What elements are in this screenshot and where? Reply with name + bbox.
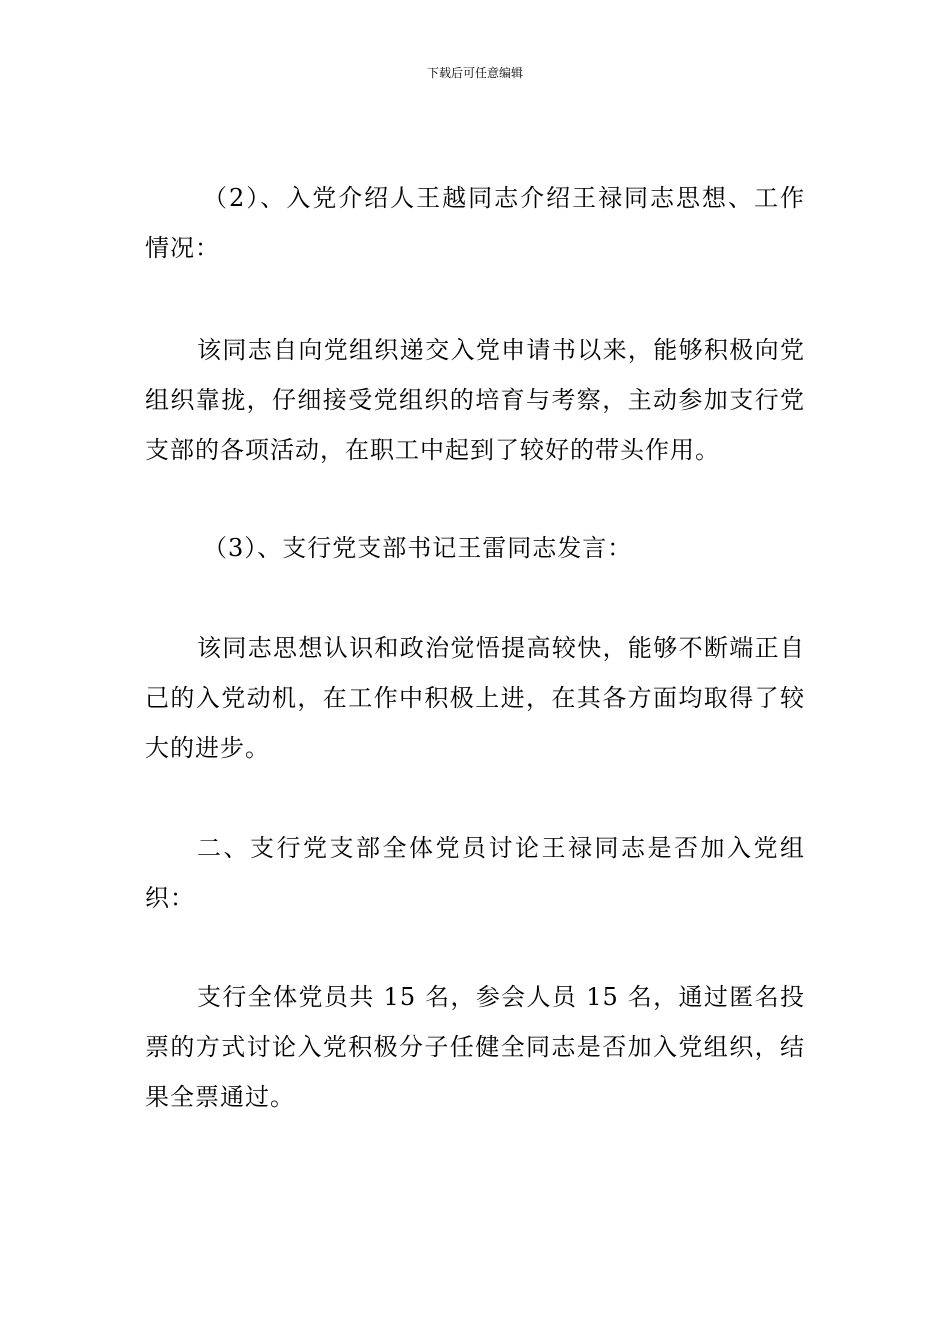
page-header-note: 下载后可任意编辑 bbox=[426, 66, 523, 80]
paragraph-discussion-heading: 二、支行党支部全体党员讨论王禄同志是否加入党组织： bbox=[145, 834, 805, 912]
paragraph-secretary-statement: （3）、支行党支部书记王雷同志发言： bbox=[203, 534, 633, 562]
paragraph-secretary-content: 该同志思想认识和政治觉悟提高较快，能够不断端正自己的入党动机，在工作中积极上进，在其各方面均取得了较大的进步。 bbox=[145, 634, 805, 762]
paragraph-introducer-statement: （2）、入党介绍人王越同志介绍王禄同志思想、工作情况： bbox=[145, 184, 805, 262]
paragraph-introducer-content: 该同志自向党组织递交入党申请书以来，能够积极向党组织靠拢，仔细接受党组织的培育与考察，主动参加支行党支部的各项活动，在职工中起到了较好的带头作用。 bbox=[145, 336, 805, 464]
paragraph-vote-result: 支行全体党员共 15 名，参会人员 15 名，通过匿名投票的方式讨论入党积极分子任健全同志是否加入党组织，结果全票通过。 bbox=[145, 983, 805, 1111]
